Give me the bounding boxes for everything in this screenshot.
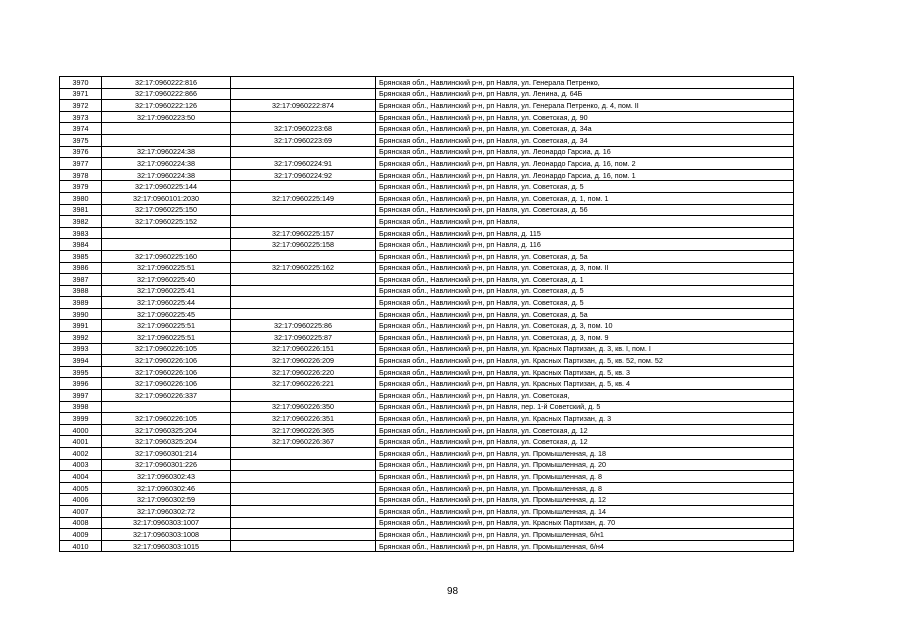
table-row bbox=[60, 505, 794, 517]
cadastral-number-cell: 32:17:0960225:150 bbox=[102, 204, 231, 216]
object-cadastral-number-cell bbox=[231, 146, 376, 158]
address-cell: Брянская обл., Навлинский р-н, рп Навля, ул. Советская, д. 56 bbox=[376, 204, 794, 216]
address-cell: Брянская обл., Навлинский р-н, рп Навля, ул. Советская, д. 5 bbox=[376, 297, 794, 309]
table-row bbox=[60, 320, 794, 332]
cadastral-number-cell: 32:17:0960225:44 bbox=[102, 297, 231, 309]
cadastral-number-cell: 32:17:0960225:40 bbox=[102, 274, 231, 286]
row-number: 4010 bbox=[60, 540, 102, 552]
cadastral-number-cell: 32:17:0960226:106 bbox=[102, 366, 231, 378]
table-row bbox=[60, 540, 794, 552]
table-row bbox=[60, 100, 794, 112]
object-cadastral-number-cell bbox=[231, 448, 376, 460]
object-cadastral-number-cell bbox=[231, 540, 376, 552]
object-cadastral-number-cell: 32:17:0960223:69 bbox=[231, 134, 376, 146]
row-number: 4004 bbox=[60, 471, 102, 483]
cadastral-number-cell: 32:17:0960301:226 bbox=[102, 459, 231, 471]
cadastral-number-cell: 32:17:0960222:866 bbox=[102, 88, 231, 100]
table-row bbox=[60, 250, 794, 262]
row-number: 4006 bbox=[60, 494, 102, 506]
cadastral-number-cell: 32:17:0960225:152 bbox=[102, 216, 231, 228]
table-row bbox=[60, 169, 794, 181]
address-cell: Брянская обл., Навлинский р-н, рп Навля, ул. Красных Партизан, д. 70 bbox=[376, 517, 794, 529]
object-cadastral-number-cell bbox=[231, 471, 376, 483]
table-row bbox=[60, 413, 794, 425]
row-number: 3986 bbox=[60, 262, 102, 274]
row-number: 3975 bbox=[60, 134, 102, 146]
address-cell: Брянская обл., Навлинский р-н, рп Навля, ул. Советская, д. 12 bbox=[376, 424, 794, 436]
table-row bbox=[60, 77, 794, 89]
address-cell: Брянская обл., Навлинский р-н, рп Навля, ул. Промышленная, д. 8 bbox=[376, 471, 794, 483]
row-number: 3998 bbox=[60, 401, 102, 413]
object-cadastral-number-cell bbox=[231, 285, 376, 297]
object-cadastral-number-cell bbox=[231, 459, 376, 471]
object-cadastral-number-cell: 32:17:0960226:367 bbox=[231, 436, 376, 448]
table-row bbox=[60, 459, 794, 471]
address-cell: Брянская обл., Навлинский р-н, рп Навля, ул. Промышленная, 6/н1 bbox=[376, 529, 794, 541]
table-row bbox=[60, 436, 794, 448]
cadastral-number-cell: 32:17:0960101:2030 bbox=[102, 192, 231, 204]
row-number: 3970 bbox=[60, 77, 102, 89]
table-row bbox=[60, 158, 794, 170]
object-cadastral-number-cell bbox=[231, 204, 376, 216]
row-number: 3997 bbox=[60, 390, 102, 402]
cadastral-number-cell: 32:17:0960325:204 bbox=[102, 424, 231, 436]
table-row bbox=[60, 123, 794, 135]
object-cadastral-number-cell: 32:17:0960225:149 bbox=[231, 192, 376, 204]
address-cell: Брянская обл., Навлинский р-н, рп Навля, ул. Советская, д. 90 bbox=[376, 111, 794, 123]
row-number: 3995 bbox=[60, 366, 102, 378]
cadastral-number-cell: 32:17:0960224:38 bbox=[102, 158, 231, 170]
table-row bbox=[60, 216, 794, 228]
cadastral-number-cell: 32:17:0960224:38 bbox=[102, 169, 231, 181]
object-cadastral-number-cell: 32:17:0960224:92 bbox=[231, 169, 376, 181]
row-number: 3980 bbox=[60, 192, 102, 204]
table-row bbox=[60, 227, 794, 239]
row-number: 4008 bbox=[60, 517, 102, 529]
row-number: 4002 bbox=[60, 448, 102, 460]
object-cadastral-number-cell: 32:17:0960226:209 bbox=[231, 355, 376, 367]
row-number: 3999 bbox=[60, 413, 102, 425]
cadastral-number-cell: 32:17:0960226:106 bbox=[102, 355, 231, 367]
cadastral-number-cell: 32:17:0960225:144 bbox=[102, 181, 231, 193]
table-row bbox=[60, 494, 794, 506]
cadastral-number-cell: 32:17:0960222:816 bbox=[102, 77, 231, 89]
row-number: 3973 bbox=[60, 111, 102, 123]
cadastral-number-cell: 32:17:0960302:43 bbox=[102, 471, 231, 483]
address-cell: Брянская обл., Навлинский р-н, рп Навля, ул. Советская, д. 1 bbox=[376, 274, 794, 286]
row-number: 3979 bbox=[60, 181, 102, 193]
object-cadastral-number-cell: 32:17:0960225:157 bbox=[231, 227, 376, 239]
table-row bbox=[60, 192, 794, 204]
cadastral-number-cell: 32:17:0960224:38 bbox=[102, 146, 231, 158]
row-number: 4000 bbox=[60, 424, 102, 436]
cadastral-number-cell bbox=[102, 239, 231, 251]
address-cell: Брянская обл., Навлинский р-н, рп Навля, д. 116 bbox=[376, 239, 794, 251]
object-cadastral-number-cell bbox=[231, 88, 376, 100]
address-cell: Брянская обл., Навлинский р-н, рп Навля, ул. Советская, д. 5 bbox=[376, 285, 794, 297]
page-number: 98 bbox=[446, 586, 459, 597]
object-cadastral-number-cell: 32:17:0960226:220 bbox=[231, 366, 376, 378]
table-row bbox=[60, 111, 794, 123]
table-row bbox=[60, 297, 794, 309]
table-row bbox=[60, 529, 794, 541]
address-cell: Брянская обл., Навлинский р-н, рп Навля, ул. Промышленная, д. 8 bbox=[376, 482, 794, 494]
row-number: 3978 bbox=[60, 169, 102, 181]
row-number: 3985 bbox=[60, 250, 102, 262]
address-cell: Брянская обл., Навлинский р-н, рп Навля, ул. Советская, д. 3, пом. II bbox=[376, 262, 794, 274]
object-cadastral-number-cell: 32:17:0960222:874 bbox=[231, 100, 376, 112]
address-cell: Брянская обл., Навлинский р-н, рп Навля, ул. Советская, д. 3, пом. 10 bbox=[376, 320, 794, 332]
object-cadastral-number-cell bbox=[231, 390, 376, 402]
cadastral-number-cell: 32:17:0960301:214 bbox=[102, 448, 231, 460]
object-cadastral-number-cell bbox=[231, 274, 376, 286]
row-number: 3993 bbox=[60, 343, 102, 355]
address-cell: Брянская обл., Навлинский р-н, рп Навля, пер. 1-й Советский, д. 5 bbox=[376, 401, 794, 413]
table-row bbox=[60, 401, 794, 413]
address-cell: Брянская обл., Навлинский р-н, рп Навля, ул. Советская, д. 34 bbox=[376, 134, 794, 146]
object-cadastral-number-cell: 32:17:0960224:91 bbox=[231, 158, 376, 170]
cadastral-number-cell: 32:17:0960325:204 bbox=[102, 436, 231, 448]
table-row bbox=[60, 239, 794, 251]
object-cadastral-number-cell bbox=[231, 297, 376, 309]
object-cadastral-number-cell bbox=[231, 111, 376, 123]
table-row bbox=[60, 88, 794, 100]
table-row bbox=[60, 378, 794, 390]
row-number: 4003 bbox=[60, 459, 102, 471]
row-number: 3971 bbox=[60, 88, 102, 100]
table-row bbox=[60, 308, 794, 320]
cadastral-number-cell: 32:17:0960226:106 bbox=[102, 378, 231, 390]
address-cell: Брянская обл., Навлинский р-н, рп Навля, ул. Советская, д. 5а bbox=[376, 250, 794, 262]
row-number: 3984 bbox=[60, 239, 102, 251]
cadastral-number-cell bbox=[102, 227, 231, 239]
row-number: 3992 bbox=[60, 332, 102, 344]
table-row bbox=[60, 343, 794, 355]
cadastral-number-cell: 32:17:0960225:51 bbox=[102, 262, 231, 274]
address-cell: Брянская обл., Навлинский р-н, рп Навля, ул. Красных Партизан, д. 5, кв. 52, пом. 52 bbox=[376, 355, 794, 367]
object-cadastral-number-cell: 32:17:0960225:87 bbox=[231, 332, 376, 344]
row-number: 3976 bbox=[60, 146, 102, 158]
cadastral-number-cell: 32:17:0960225:41 bbox=[102, 285, 231, 297]
object-cadastral-number-cell: 32:17:0960226:365 bbox=[231, 424, 376, 436]
address-cell: Брянская обл., Навлинский р-н, рп Навля, ул. Леонардо Гарсиа, д. 16 bbox=[376, 146, 794, 158]
table-row bbox=[60, 366, 794, 378]
address-cell: Брянская обл., Навлинский р-н, рп Навля, ул. Советская, д. 5а bbox=[376, 308, 794, 320]
cadastral-number-cell: 32:17:0960225:160 bbox=[102, 250, 231, 262]
cadastral-number-cell bbox=[102, 123, 231, 135]
cadastral-number-cell: 32:17:0960226:337 bbox=[102, 390, 231, 402]
object-cadastral-number-cell: 32:17:0960225:162 bbox=[231, 262, 376, 274]
address-cell: Брянская обл., Навлинский р-н, рп Навля, ул. Советская, bbox=[376, 390, 794, 402]
object-cadastral-number-cell: 32:17:0960226:221 bbox=[231, 378, 376, 390]
object-cadastral-number-cell bbox=[231, 308, 376, 320]
row-number: 4001 bbox=[60, 436, 102, 448]
row-number: 3996 bbox=[60, 378, 102, 390]
object-cadastral-number-cell: 32:17:0960223:68 bbox=[231, 123, 376, 135]
address-cell: Брянская обл., Навлинский р-н, рп Навля, ул. Промышленная, д. 14 bbox=[376, 505, 794, 517]
object-cadastral-number-cell bbox=[231, 529, 376, 541]
row-number: 3987 bbox=[60, 274, 102, 286]
row-number: 3981 bbox=[60, 204, 102, 216]
object-cadastral-number-cell: 32:17:0960226:151 bbox=[231, 343, 376, 355]
object-cadastral-number-cell bbox=[231, 181, 376, 193]
cadastral-number-cell: 32:17:0960303:1007 bbox=[102, 517, 231, 529]
object-cadastral-number-cell bbox=[231, 494, 376, 506]
address-cell: Брянская обл., Навлинский р-н, рп Навля, ул. Красных Партизан, д. 5, кв. 3 bbox=[376, 366, 794, 378]
object-cadastral-number-cell: 32:17:0960226:351 bbox=[231, 413, 376, 425]
address-cell: Брянская обл., Навлинский р-н, рп Навля, ул. Промышленная, 6/н4 bbox=[376, 540, 794, 552]
row-number: 3977 bbox=[60, 158, 102, 170]
row-number: 3994 bbox=[60, 355, 102, 367]
row-number: 4009 bbox=[60, 529, 102, 541]
table-row bbox=[60, 424, 794, 436]
table-row bbox=[60, 448, 794, 460]
cadastral-number-cell: 32:17:0960225:51 bbox=[102, 332, 231, 344]
cadastral-number-cell: 32:17:0960303:1008 bbox=[102, 529, 231, 541]
row-number: 4007 bbox=[60, 505, 102, 517]
object-cadastral-number-cell bbox=[231, 216, 376, 228]
address-cell: Брянская обл., Навлинский р-н, рп Навля, bbox=[376, 216, 794, 228]
cadastral-number-cell: 32:17:0960225:51 bbox=[102, 320, 231, 332]
address-cell: Брянская обл., Навлинский р-н, рп Навля, ул. Генерала Петренко, д. 4, пом. II bbox=[376, 100, 794, 112]
address-cell: Брянская обл., Навлинский р-н, рп Навля, ул. Генерала Петренко, bbox=[376, 77, 794, 89]
row-number: 3991 bbox=[60, 320, 102, 332]
cadastral-number-cell: 32:17:0960226:105 bbox=[102, 413, 231, 425]
address-cell: Брянская обл., Навлинский р-н, рп Навля, ул. Красных Партизан, д. 5, кв. 4 bbox=[376, 378, 794, 390]
cadastral-number-cell: 32:17:0960302:59 bbox=[102, 494, 231, 506]
table-row bbox=[60, 262, 794, 274]
cadastral-number-cell bbox=[102, 401, 231, 413]
table-row bbox=[60, 482, 794, 494]
object-cadastral-number-cell bbox=[231, 77, 376, 89]
row-number: 4005 bbox=[60, 482, 102, 494]
address-cell: Брянская обл., Навлинский р-н, рп Навля, ул. Советская, д. 5 bbox=[376, 181, 794, 193]
table-row bbox=[60, 471, 794, 483]
address-cell: Брянская обл., Навлинский р-н, рп Навля, ул. Промышленная, д. 18 bbox=[376, 448, 794, 460]
object-cadastral-number-cell bbox=[231, 250, 376, 262]
address-cell: Брянская обл., Навлинский р-н, рп Навля, ул. Красных Партизан, д. 3 bbox=[376, 413, 794, 425]
address-cell: Брянская обл., Навлинский р-н, рп Навля, ул. Красных Партизан, д. 3, кв. I, пом. I bbox=[376, 343, 794, 355]
cadastral-number-cell: 32:17:0960302:46 bbox=[102, 482, 231, 494]
address-cell: Брянская обл., Навлинский р-н, рп Навля, ул. Промышленная, д. 20 bbox=[376, 459, 794, 471]
table-row bbox=[60, 146, 794, 158]
object-cadastral-number-cell bbox=[231, 517, 376, 529]
row-number: 3990 bbox=[60, 308, 102, 320]
row-number: 3974 bbox=[60, 123, 102, 135]
table-body bbox=[60, 77, 794, 552]
row-number: 3983 bbox=[60, 227, 102, 239]
table-row bbox=[60, 134, 794, 146]
cadastral-number-cell bbox=[102, 134, 231, 146]
address-cell: Брянская обл., Навлинский р-н, рп Навля, ул. Советская, д. 1, пом. 1 bbox=[376, 192, 794, 204]
address-cell: Брянская обл., Навлинский р-н, рп Навля, ул. Советская, д. 3, пом. 9 bbox=[376, 332, 794, 344]
address-cell: Брянская обл., Навлинский р-н, рп Навля, ул. Промышленная, д. 12 bbox=[376, 494, 794, 506]
address-cell: Брянская обл., Навлинский р-н, рп Навля, ул. Советская, д. 12 bbox=[376, 436, 794, 448]
cadastral-number-cell: 32:17:0960222:126 bbox=[102, 100, 231, 112]
table-row bbox=[60, 517, 794, 529]
object-cadastral-number-cell: 32:17:0960226:350 bbox=[231, 401, 376, 413]
row-number: 3988 bbox=[60, 285, 102, 297]
cadastral-table bbox=[59, 76, 794, 552]
cadastral-number-cell: 32:17:0960303:1015 bbox=[102, 540, 231, 552]
table-row bbox=[60, 332, 794, 344]
row-number: 3972 bbox=[60, 100, 102, 112]
table-row bbox=[60, 285, 794, 297]
address-cell: Брянская обл., Навлинский р-н, рп Навля, ул. Леонардо Гарсиа, д. 16, пом. 1 bbox=[376, 169, 794, 181]
object-cadastral-number-cell bbox=[231, 482, 376, 494]
cadastral-number-cell: 32:17:0960223:50 bbox=[102, 111, 231, 123]
row-number: 3982 bbox=[60, 216, 102, 228]
table-row bbox=[60, 204, 794, 216]
row-number: 3989 bbox=[60, 297, 102, 309]
object-cadastral-number-cell bbox=[231, 505, 376, 517]
address-cell: Брянская обл., Навлинский р-н, рп Навля, ул. Ленина, д. 64Б bbox=[376, 88, 794, 100]
table-row bbox=[60, 181, 794, 193]
cadastral-number-cell: 32:17:0960226:105 bbox=[102, 343, 231, 355]
address-cell: Брянская обл., Навлинский р-н, рп Навля, ул. Леонардо Гарсиа, д. 16, пом. 2 bbox=[376, 158, 794, 170]
cadastral-number-cell: 32:17:0960225:45 bbox=[102, 308, 231, 320]
table-row bbox=[60, 355, 794, 367]
table-row bbox=[60, 274, 794, 286]
address-cell: Брянская обл., Навлинский р-н, рп Навля, ул. Советская, д. 34а bbox=[376, 123, 794, 135]
table-row bbox=[60, 390, 794, 402]
cadastral-number-cell: 32:17:0960302:72 bbox=[102, 505, 231, 517]
object-cadastral-number-cell: 32:17:0960225:86 bbox=[231, 320, 376, 332]
address-cell: Брянская обл., Навлинский р-н, рп Навля, д. 115 bbox=[376, 227, 794, 239]
object-cadastral-number-cell: 32:17:0960225:158 bbox=[231, 239, 376, 251]
